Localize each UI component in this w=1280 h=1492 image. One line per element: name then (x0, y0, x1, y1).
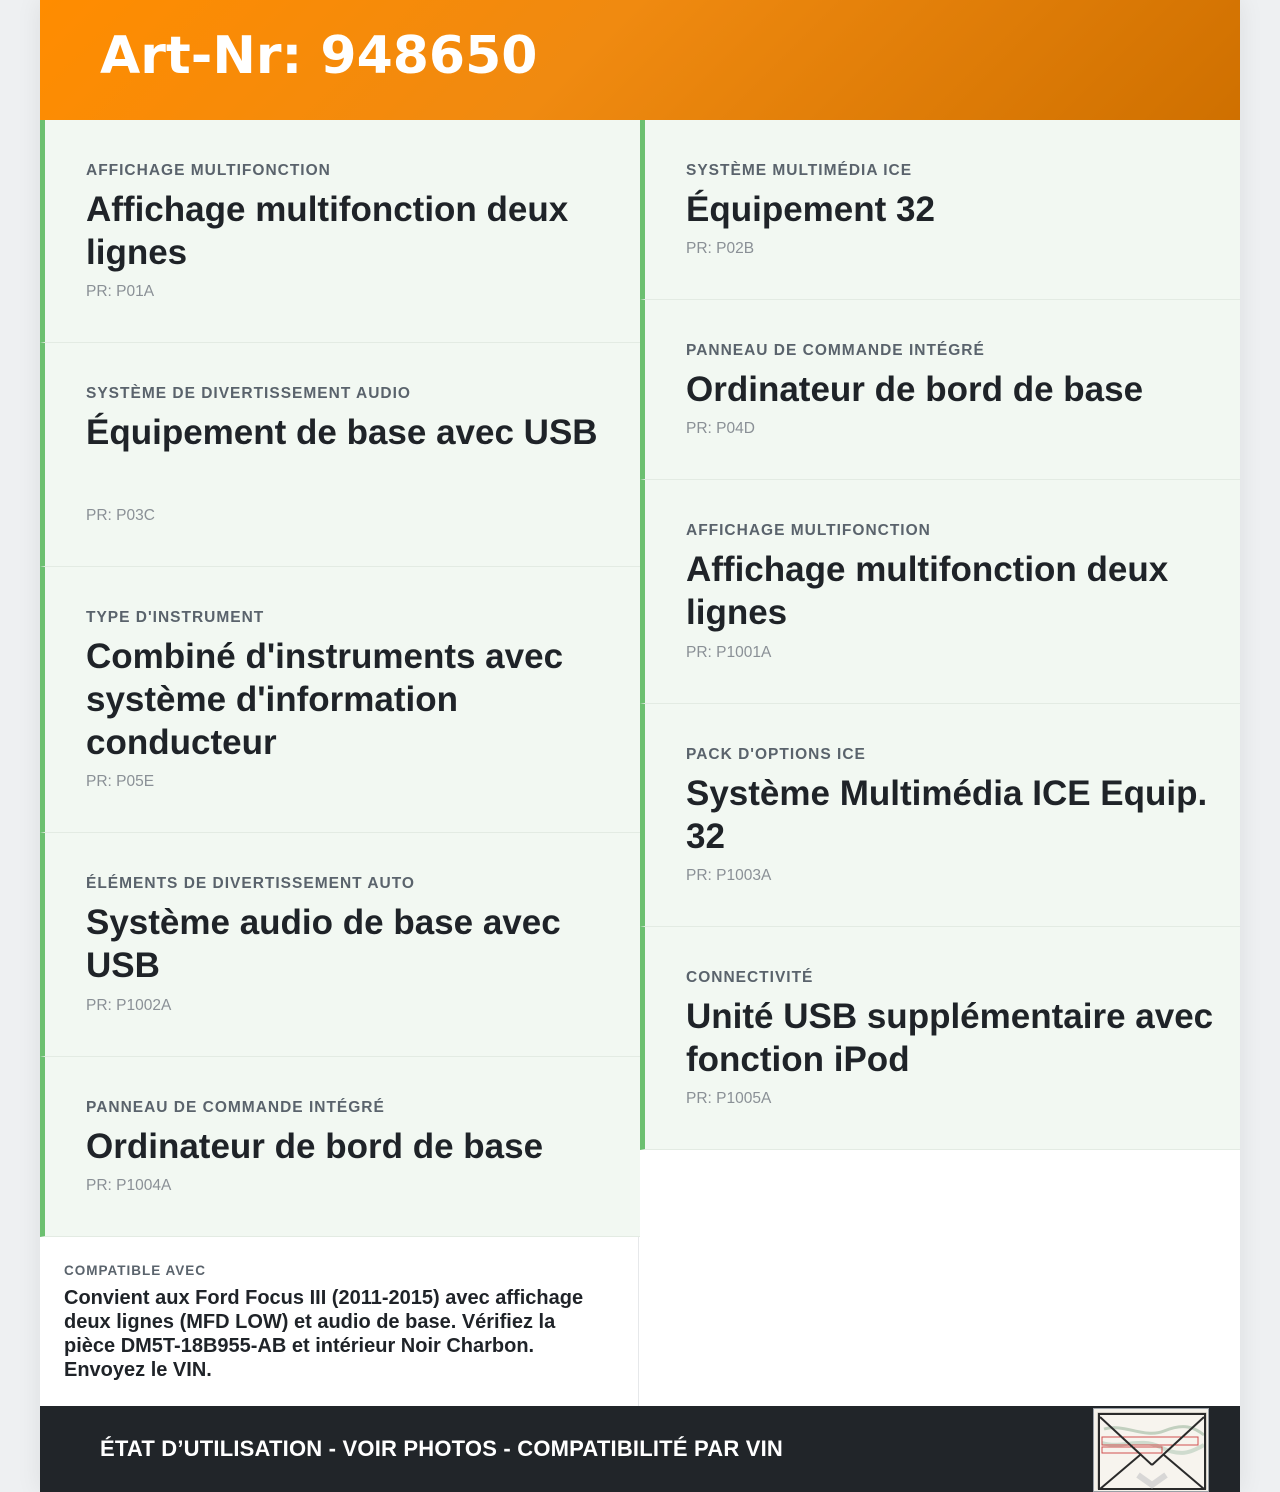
spec-card (640, 120, 1240, 300)
page-title: Art-Nr: 948650 (100, 26, 538, 86)
compatibility-label: COMPATIBLE AVEC (64, 1263, 206, 1278)
spec-category: PANNEAU DE COMMANDE INTÉGRÉ (686, 342, 985, 359)
spec-title: Ordinateur de bord de base (686, 370, 1144, 409)
spec-pr-code: PR: P1002A (86, 997, 172, 1014)
footer-text: ÉTAT D’UTILISATION - VOIR PHOTOS - COMPATIBILITÉ PAR VIN (100, 1436, 784, 1461)
spec-category: SYSTÈME MULTIMÉDIA ICE (686, 162, 913, 179)
spec-pr-code: PR: P1003A (686, 867, 772, 884)
spec-title: Équipement de base avec USB (86, 413, 598, 452)
spec-category: PACK D'OPTIONS ICE (686, 746, 866, 763)
spec-pr-code: PR: P01A (86, 283, 155, 300)
header (40, 0, 1240, 120)
spec-title: Affichage multifonction deux lignes (686, 550, 1169, 632)
spec-title: Unité USB supplémentaire avec fonction iPod (686, 997, 1214, 1079)
page (40, 0, 1240, 1492)
spec-title: Combiné d'instruments avec système d'information conducteur (86, 637, 564, 762)
envelope-icon (1094, 1409, 1209, 1492)
spec-pr-code: PR: P05E (86, 773, 155, 790)
spec-pr-code: PR: P03C (86, 507, 155, 524)
spec-card (640, 704, 1240, 927)
spec-pr-code: PR: P1004A (86, 1177, 172, 1194)
spec-pr-code: PR: P1005A (686, 1090, 772, 1107)
spec-category: AFFICHAGE MULTIFONCTION (686, 522, 931, 539)
photo-thumbnail[interactable] (1093, 1408, 1209, 1492)
spec-card (640, 300, 1240, 480)
spec-category: PANNEAU DE COMMANDE INTÉGRÉ (86, 1099, 385, 1116)
spec-category: AFFICHAGE MULTIFONCTION (86, 162, 331, 179)
spec-card (640, 480, 1240, 704)
spec-category: TYPE D'INSTRUMENT (86, 609, 265, 626)
spec-title: Équipement 32 (686, 190, 935, 229)
spec-title: Système audio de base avec USB (86, 903, 561, 985)
spec-card (40, 343, 640, 567)
spec-pr-code: PR: P02B (686, 240, 755, 257)
compatibility-text: Convient aux Ford Focus III (2011-2015) avec affichage deux lignes (MFD LOW) et audio de base. Vérifiez la pièce DM5T-18B955-AB et intérieur Noir Charbon. Envoyez le VIN. (64, 1287, 584, 1381)
spec-pr-code: PR: P1001A (686, 644, 772, 661)
spec-card (640, 927, 1240, 1150)
footer-bar (40, 1406, 1240, 1492)
spec-card (40, 1057, 640, 1237)
compatibility-section (40, 1237, 639, 1406)
spec-category: ÉLÉMENTS DE DIVERTISSEMENT AUTO (86, 875, 415, 892)
spec-pr-code: PR: P04D (686, 420, 755, 437)
spec-card (40, 567, 640, 833)
spec-title: Affichage multifonction deux lignes (86, 190, 569, 272)
spec-category: SYSTÈME DE DIVERTISSEMENT AUDIO (86, 385, 411, 402)
spec-card (40, 833, 640, 1057)
spec-title: Système Multimédia ICE Equip. 32 (686, 774, 1208, 856)
spec-category: CONNECTIVITÉ (686, 969, 814, 986)
spec-title: Ordinateur de bord de base (86, 1127, 544, 1166)
spec-card (40, 120, 640, 343)
